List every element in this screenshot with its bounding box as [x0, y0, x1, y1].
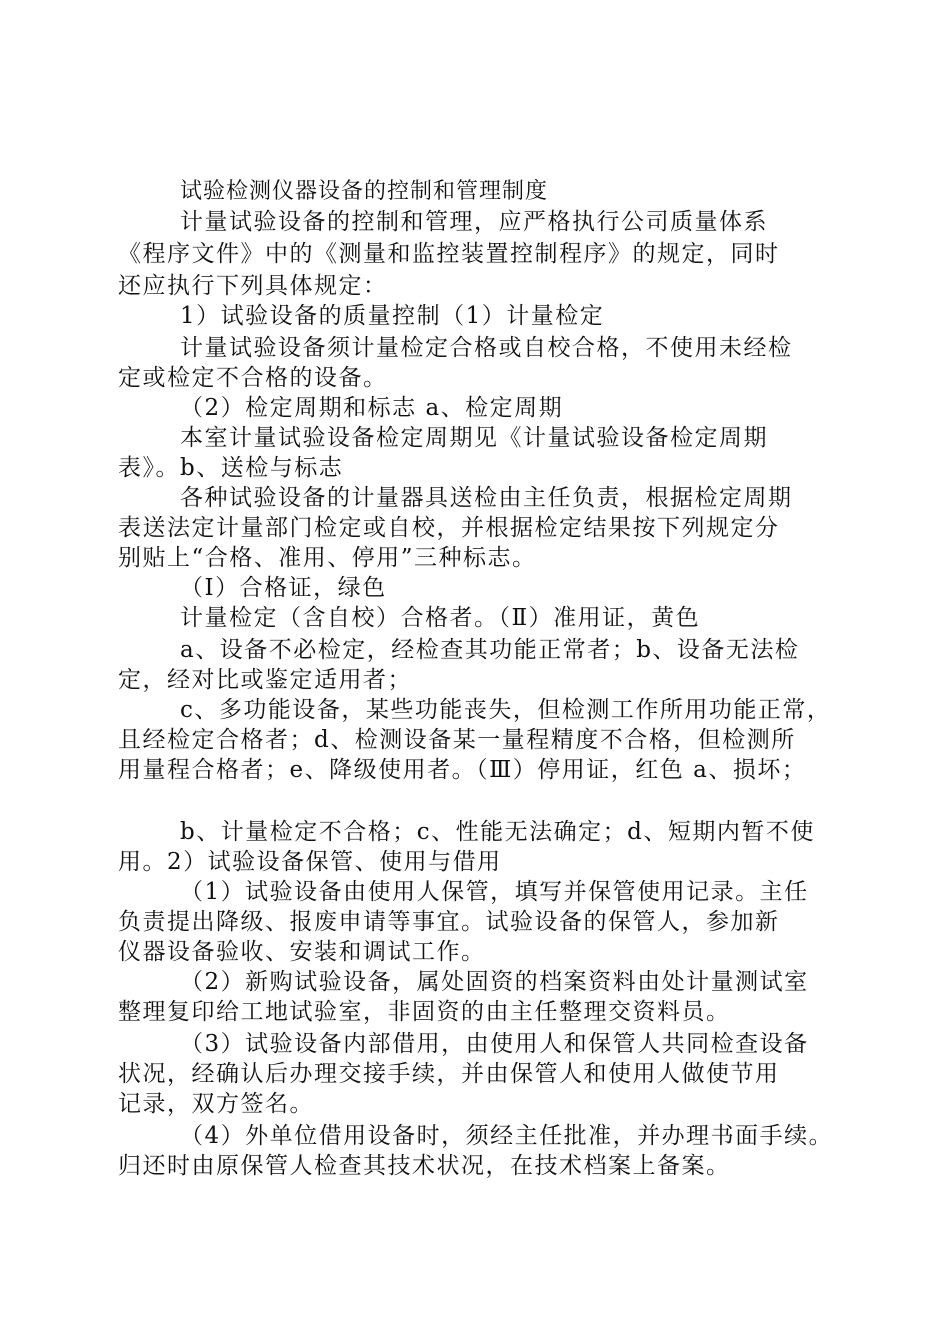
- paragraph-line: 还应执行下列具体规定：: [118, 273, 388, 299]
- paragraph-line: （3）试验设备内部借用，由使用人和保管人共同检查设备: [180, 1031, 809, 1057]
- paragraph-line: 计量检定（含自校）合格者。（Ⅱ）准用证，黄色: [180, 605, 701, 631]
- paragraph-line: a、设备不必检定，经检查其功能正常者；b、设备无法检: [180, 637, 800, 663]
- paragraph-line: c、多功能设备，某些功能丧失，但检测工作所用功能正常，: [180, 697, 832, 723]
- paragraph-line: 且经检定合格者；d、检测设备某一量程精度不合格，但检测所: [118, 727, 796, 753]
- paragraph-line: 1）试验设备的质量控制（1）计量检定: [180, 303, 605, 329]
- paragraph-line: 定或检定不合格的设备。: [118, 365, 388, 391]
- paragraph-line: （4）外单位借用设备时，须经主任批准，并办理书面手续。: [180, 1123, 834, 1149]
- paragraph-line: 表送法定计量部门检定或自校，并根据检定结果按下列规定分: [118, 515, 780, 541]
- document-title: 试验检测仪器设备的控制和管理制度: [180, 179, 549, 204]
- paragraph-line: （2）新购试验设备，属处固资的档案资料由处计量测试室: [180, 969, 809, 995]
- paragraph-line: （2）检定周期和标志 a、检定周期: [180, 395, 564, 421]
- paragraph-line: 计量试验设备须计量检定合格或自校合格，不使用未经检: [180, 335, 793, 361]
- paragraph-line: 归还时由原保管人检查其技术状况，在技术档案上备案。: [118, 1153, 731, 1179]
- paragraph-line: 定，经对比或鉴定适用者；: [118, 667, 412, 693]
- paragraph-line: 《程序文件》中的《测量和监控装置控制程序》的规定，同时: [118, 241, 780, 267]
- paragraph-line: 本室计量试验设备检定周期见《计量试验设备检定周期: [180, 425, 768, 451]
- paragraph-line: 仪器设备验收、安装和调试工作。: [118, 939, 486, 965]
- paragraph-line: （Ⅰ）合格证，绿色: [180, 575, 387, 601]
- paragraph-line: 各种试验设备的计量器具送检由主任负责，根据检定周期: [180, 485, 793, 511]
- paragraph-line: 计量试验设备的控制和管理，应严格执行公司质量体系: [180, 209, 768, 235]
- paragraph-line: 记录，双方签名。: [118, 1091, 314, 1117]
- paragraph-line: （1）试验设备由使用人保管，填写并保管使用记录。主任: [180, 879, 809, 905]
- paragraph-line: 表》。b、送检与标志: [118, 455, 344, 481]
- paragraph-line: 整理复印给工地试验室，非固资的由主任整理交资料员。: [118, 999, 731, 1025]
- paragraph-line: 用量程合格者；e、降级使用者。（Ⅲ）停用证，红色 a、损坏；: [118, 757, 807, 783]
- paragraph-line: 状况，经确认后办理交接手续，并由保管人和使用人做使节用: [118, 1061, 780, 1087]
- paragraph-line: 负责提出降级、报废申请等事宜。试验设备的保管人，参加新: [118, 909, 780, 935]
- paragraph-line: 用。2）试验设备保管、使用与借用: [118, 849, 502, 875]
- paragraph-line: 别贴上“合格、准用、停用”三种标志。: [118, 545, 537, 571]
- paragraph-line: b、计量检定不合格；c、性能无法确定；d、短期内暂不使: [180, 819, 815, 845]
